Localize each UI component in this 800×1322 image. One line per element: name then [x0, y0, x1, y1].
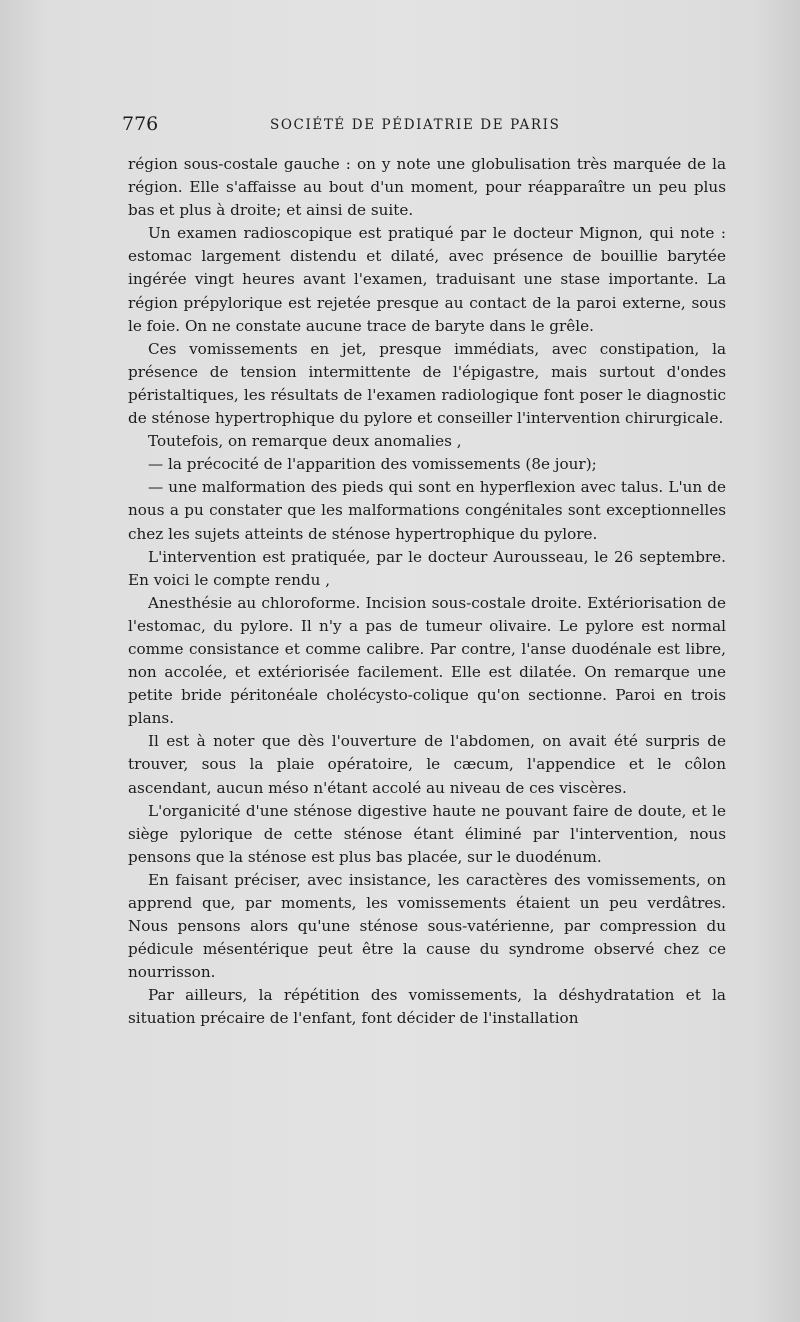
page-header [122, 113, 726, 139]
paragraph-diagnosis: Ces vomissements en jet, presque immédiats, avec constipation, la présence de tension intermittente de l'épigastre, mais surtout d'ondes péristaltiques, les résultats de l'examen radiologique font poser le diagnostic de sténose hypertrophique du pylore et conseiller l'intervention chirurgicale. [128, 339, 726, 428]
paragraph-organicity: L'organicité d'une sténose digestive haute ne pouvant faire de doute, et le siège pylorique de cette sténose étant éliminé par l'intervention, nous pensons que la sténose est plus bas placée, sur le duodénum. [128, 801, 726, 866]
paragraph-decision: Par ailleurs, la répétition des vomissements, la déshydratation et la situation précaire de l'enfant, font décider de l'installation [128, 986, 726, 1028]
paragraph-vomiting-details: En faisant préciser, avec insistance, les caractères des vomissements, on apprend que, par moments, les vomissements étaient un peu verdâtres. Nous pensons alors qu'une sténose sous-vatérienne, par compression du pédicule mésentérique peut être la cause du syndrome observé chez ce nourrisson. [128, 870, 726, 982]
paragraph-anomaly-2: — une malformation des pieds qui sont en hyperflexion avec talus. L'un de nous a pu constater que les malformations congénitales sont exceptionnelles chez les sujets atteints de sténose hypertrophique du pylore. [128, 478, 726, 543]
paragraph-continued: région sous-costale gauche : on y note une globulisation très marquée de la région. Elle s'affaisse au bout d'un moment, pour réapparaître un peu plus bas et plus à droite; et ainsi de suite. [128, 155, 726, 220]
paragraph-operative-report: Anesthésie au chloroforme. Incision sous-costale droite. Extériorisation de l'estomac, du pylore. Il n'y a pas de tumeur olivaire. Le pylore est normal comme consistance et comme calibre. Par contre, l'anse duodénale est libre, non accolée, et extériorisée facilement. Elle est dilatée. On remarque une petite bride péritonéale cholécysto-colique qu'on sectionne. Paroi en trois plans. [128, 593, 726, 728]
running-head: SOCIÉTÉ DE PÉDIATRIE DE PARIS [270, 117, 561, 133]
paragraph-anomaly-1: — la précocité de l'apparition des vomissements (8e jour); [148, 455, 597, 474]
paragraph-radioscopy: Un examen radioscopique est pratiqué par le docteur Mignon, qui note : estomac largement distendu et dilaté, avec présence de bouillie barytée ingérée vingt heures avant l'examen, traduisant une stase importante. La région prépylorique est rejetée presque au contact de la paroi externe, sous le foie. On ne constate aucune trace de baryte dans le grêle. [128, 224, 726, 335]
body-text [128, 153, 726, 1031]
paragraph-anomalies-intro: Toutefois, on remarque deux anomalies , [148, 432, 462, 451]
paragraph-observation: Il est à noter que dès l'ouverture de l'abdomen, on avait été surpris de trouver, sous la plaie opératoire, le cæcum, l'appendice et le côlon ascendant, aucun méso n'étant accolé au niveau de ces viscères. [128, 732, 726, 797]
paragraph-intervention: L'intervention est pratiquée, par le docteur Aurousseau, le 26 septembre. En voici le compte rendu , [128, 547, 726, 589]
page-number: 776 [122, 113, 159, 135]
